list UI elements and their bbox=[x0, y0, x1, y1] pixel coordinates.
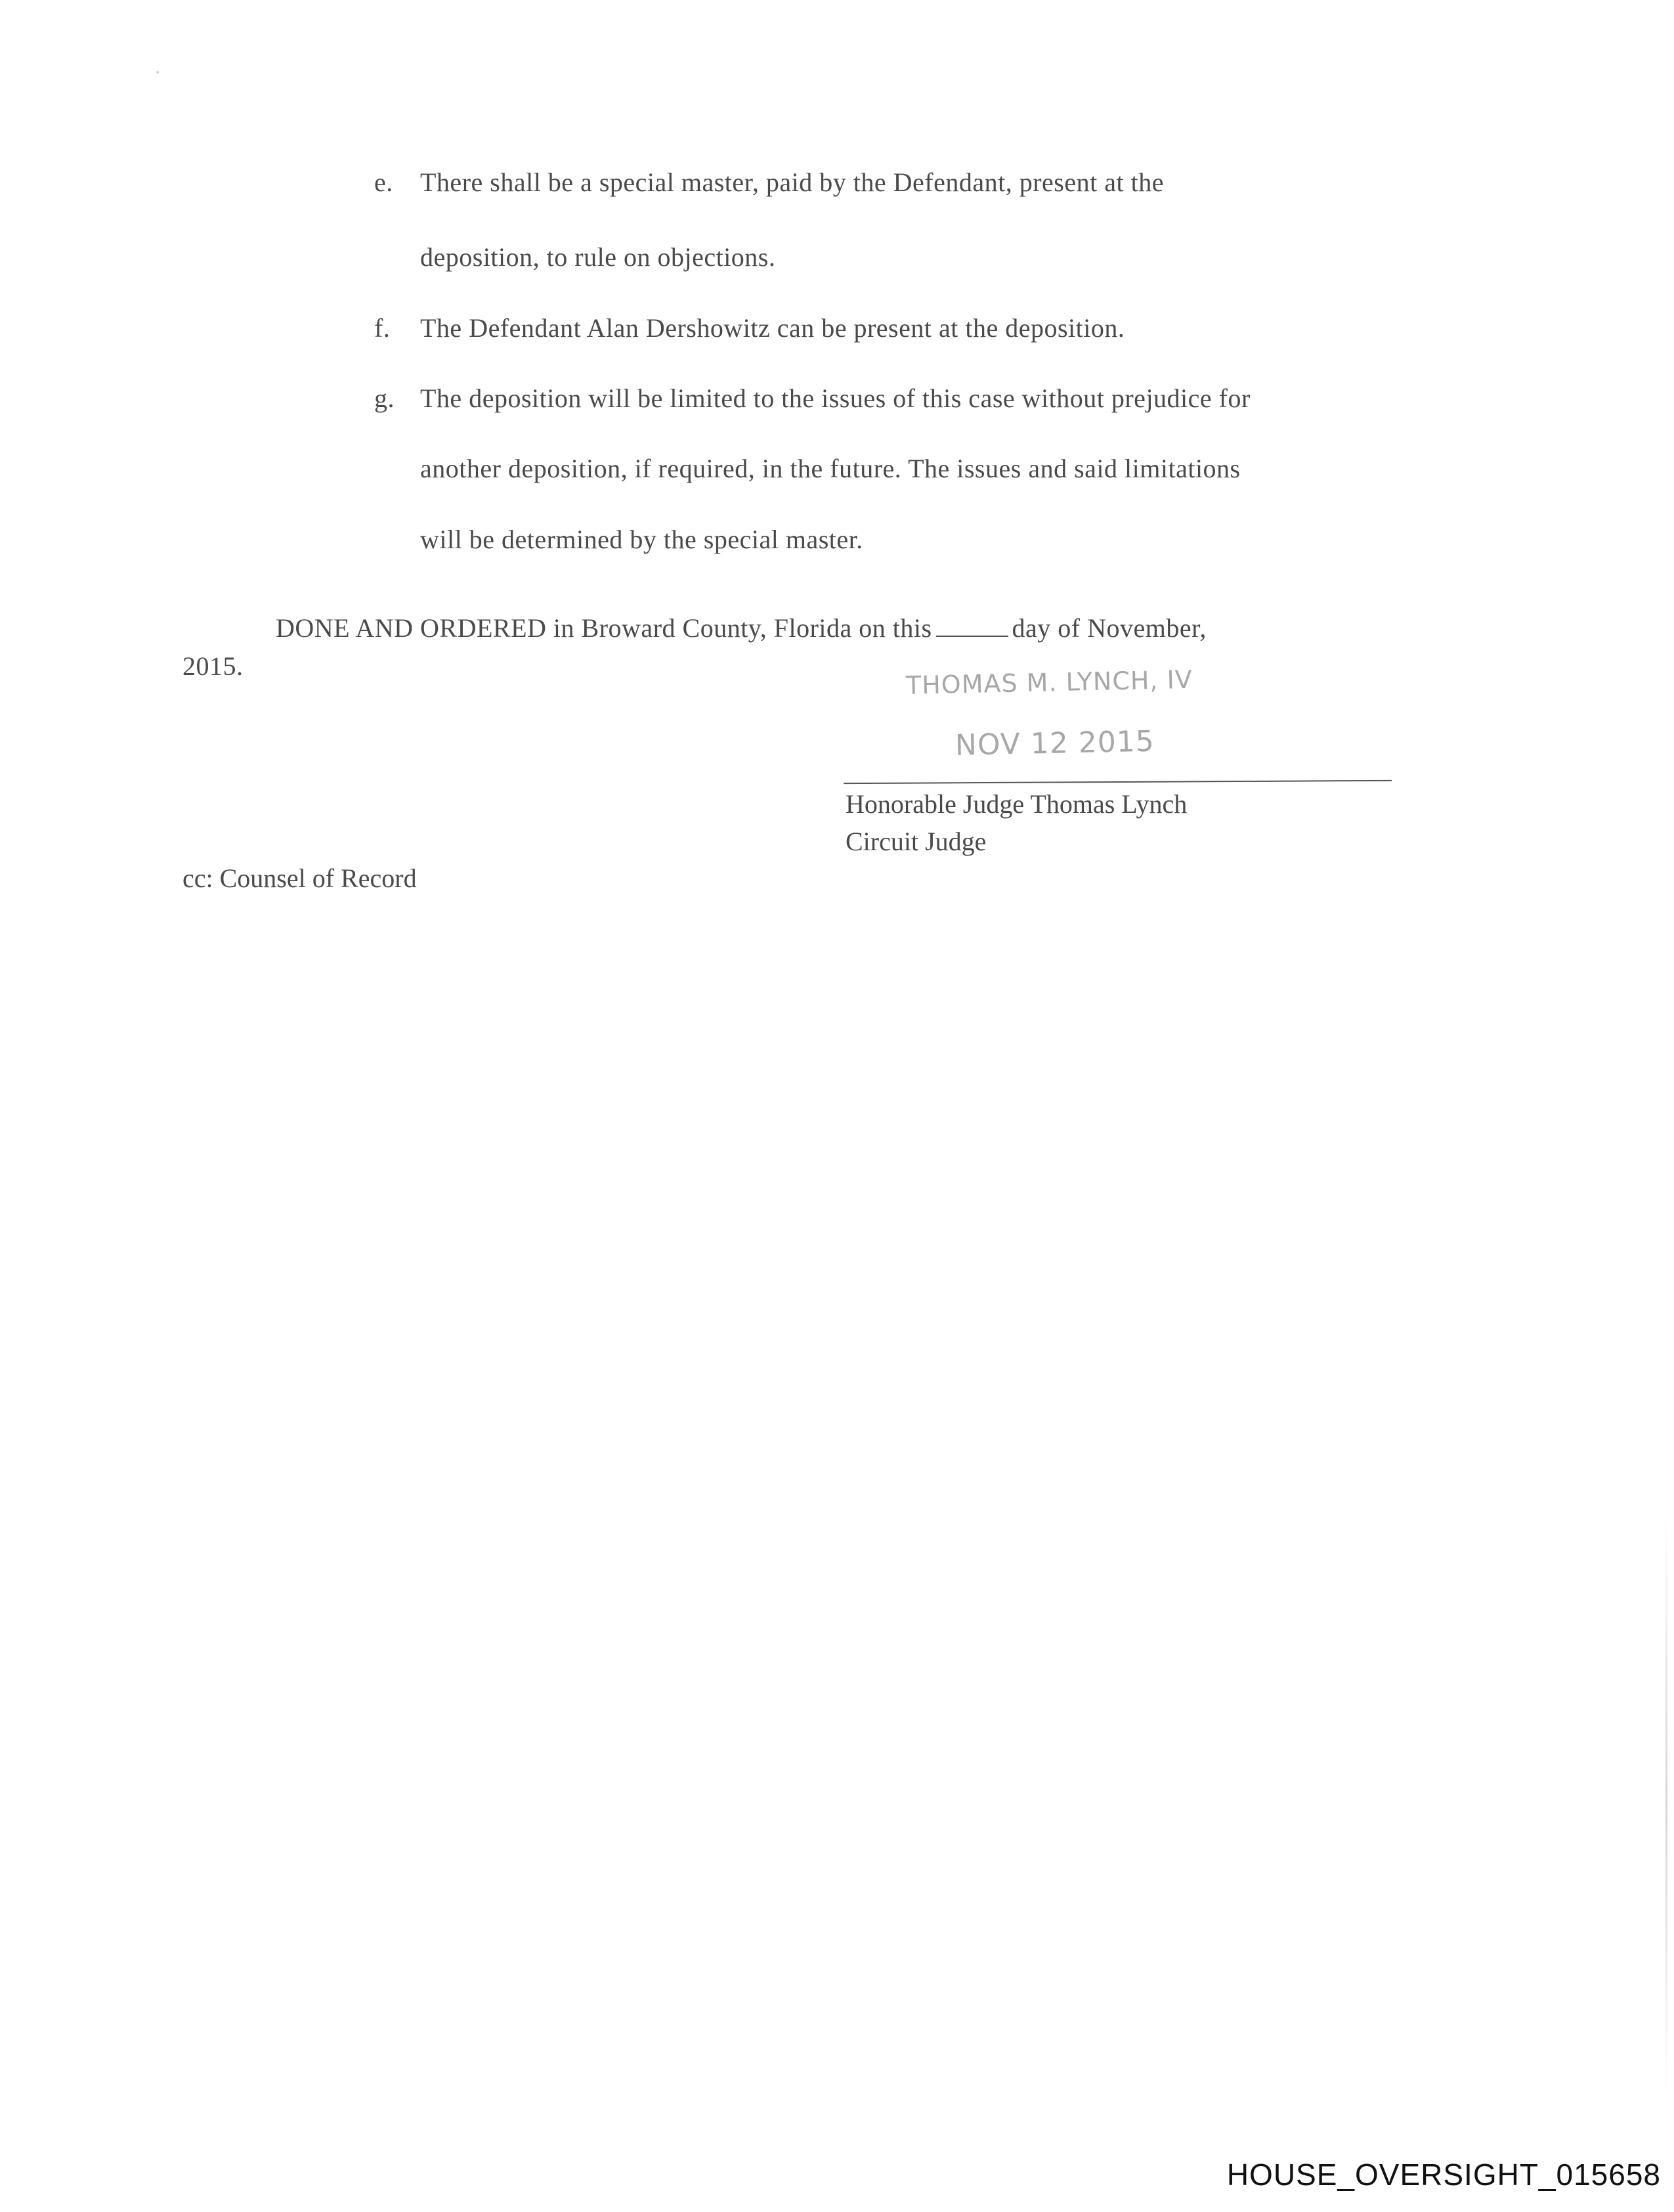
list-item-g bbox=[374, 383, 1251, 413]
scan-edge-shadow bbox=[1665, 1510, 1667, 2101]
list-item-line: another deposition, if required, in the future. The issues and said limitations bbox=[420, 454, 1241, 483]
judge-name-stamp: THOMAS M. LYNCH, IV bbox=[905, 664, 1193, 700]
list-item-f bbox=[374, 313, 1125, 343]
list-item-e-continuation bbox=[420, 244, 775, 271]
list-item-letter: e. bbox=[374, 167, 393, 197]
bates-number: HOUSE_OVERSIGHT_015658 bbox=[1226, 2158, 1661, 2192]
signatory-name: Honorable Judge Thomas Lynch bbox=[846, 789, 1188, 819]
signatory-title: Circuit Judge bbox=[846, 827, 987, 856]
order-text-before: DONE AND ORDERED in Broward County, Florida on this bbox=[276, 613, 932, 643]
list-item-line: deposition, to rule on objections. bbox=[420, 242, 776, 272]
order-text-after: day of November, bbox=[1012, 613, 1207, 643]
order-clause bbox=[276, 615, 1207, 641]
scan-speck bbox=[156, 71, 159, 74]
list-item-line: There shall be a special master, paid by the Defendant, present at the bbox=[420, 167, 1164, 197]
day-blank-line bbox=[936, 615, 1008, 637]
list-item-g-continuation bbox=[420, 456, 1241, 482]
order-year: 2015. bbox=[182, 651, 244, 681]
signature-line bbox=[844, 780, 1392, 784]
date-stamp: NOV 12 2015 bbox=[955, 724, 1155, 762]
list-item-letter: f. bbox=[374, 313, 391, 343]
list-item-letter: g. bbox=[374, 383, 395, 413]
cc-line: cc: Counsel of Record bbox=[182, 863, 417, 893]
list-item-line: will be determined by the special master. bbox=[420, 525, 863, 554]
list-item-g-continuation bbox=[420, 527, 863, 553]
list-item-e bbox=[374, 167, 1164, 197]
list-item-line: The Defendant Alan Dershowitz can be present at the deposition. bbox=[420, 313, 1125, 343]
list-item-line: The deposition will be limited to the issues of this case without prejudice for bbox=[420, 383, 1251, 413]
